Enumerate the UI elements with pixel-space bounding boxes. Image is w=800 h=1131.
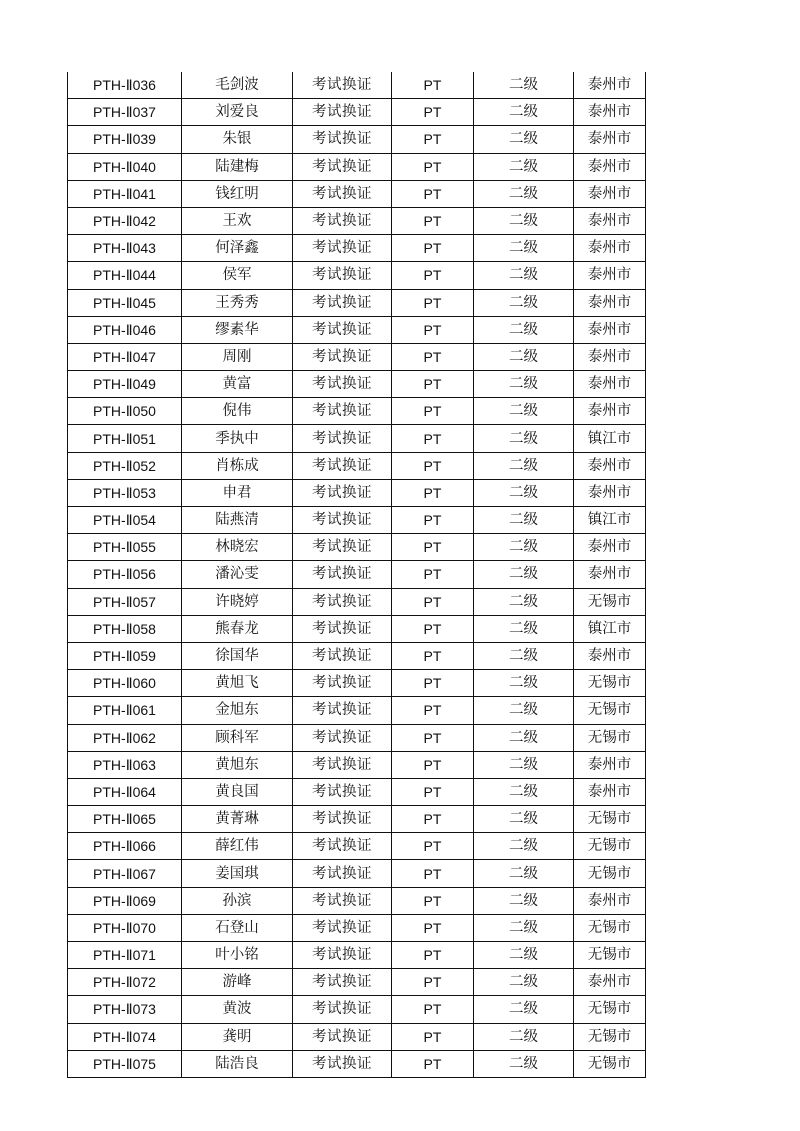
level-cell: 二级 <box>474 697 574 724</box>
level-cell: 二级 <box>474 588 574 615</box>
table-row <box>68 942 646 969</box>
table-row <box>68 398 646 425</box>
method-cell: 考试换证 <box>293 615 392 642</box>
level-cell: 二级 <box>474 289 574 316</box>
certificate-code-cell: PTH-Ⅱ056 <box>68 561 182 588</box>
certificate-code-cell: PTH-Ⅱ059 <box>68 642 182 669</box>
city-cell: 无锡市 <box>574 914 646 941</box>
level-cell: 二级 <box>474 262 574 289</box>
method-cell: 考试换证 <box>293 534 392 561</box>
table-row <box>68 1023 646 1050</box>
method-cell: 考试换证 <box>293 316 392 343</box>
certificate-code-cell: PTH-Ⅱ073 <box>68 996 182 1023</box>
table-row <box>68 425 646 452</box>
person-name-cell: 陆浩良 <box>182 1050 293 1077</box>
level-cell: 二级 <box>474 969 574 996</box>
method-cell: 考试换证 <box>293 452 392 479</box>
test-type-cell: PT <box>392 507 474 534</box>
certificate-code-cell: PTH-Ⅱ052 <box>68 452 182 479</box>
person-name-cell: 侯军 <box>182 262 293 289</box>
level-cell: 二级 <box>474 153 574 180</box>
person-name-cell: 许晓婷 <box>182 588 293 615</box>
person-name-cell: 金旭东 <box>182 697 293 724</box>
test-type-cell: PT <box>392 289 474 316</box>
person-name-cell: 孙滨 <box>182 887 293 914</box>
person-name-cell: 游峰 <box>182 969 293 996</box>
certificate-code-cell: PTH-Ⅱ060 <box>68 670 182 697</box>
certificate-code-cell: PTH-Ⅱ071 <box>68 942 182 969</box>
table-row <box>68 180 646 207</box>
level-cell: 二级 <box>474 670 574 697</box>
method-cell: 考试换证 <box>293 914 392 941</box>
test-type-cell: PT <box>392 207 474 234</box>
method-cell: 考试换证 <box>293 697 392 724</box>
test-type-cell: PT <box>392 126 474 153</box>
table-row <box>68 806 646 833</box>
city-cell: 无锡市 <box>574 670 646 697</box>
certificate-code-cell: PTH-Ⅱ042 <box>68 207 182 234</box>
certificate-code-cell: PTH-Ⅱ043 <box>68 235 182 262</box>
person-name-cell: 肖栋成 <box>182 452 293 479</box>
test-type-cell: PT <box>392 371 474 398</box>
city-cell: 泰州市 <box>574 561 646 588</box>
person-name-cell: 申君 <box>182 479 293 506</box>
city-cell: 泰州市 <box>574 180 646 207</box>
test-type-cell: PT <box>392 398 474 425</box>
level-cell: 二级 <box>474 778 574 805</box>
certificate-code-cell: PTH-Ⅱ074 <box>68 1023 182 1050</box>
person-name-cell: 刘爱良 <box>182 99 293 126</box>
method-cell: 考试换证 <box>293 751 392 778</box>
method-cell: 考试换证 <box>293 126 392 153</box>
certificate-code-cell: PTH-Ⅱ047 <box>68 343 182 370</box>
method-cell: 考试换证 <box>293 561 392 588</box>
level-cell: 二级 <box>474 914 574 941</box>
city-cell: 泰州市 <box>574 371 646 398</box>
certificate-code-cell: PTH-Ⅱ064 <box>68 778 182 805</box>
person-name-cell: 薛红伟 <box>182 833 293 860</box>
table-row <box>68 99 646 126</box>
city-cell: 无锡市 <box>574 942 646 969</box>
person-name-cell: 林晓宏 <box>182 534 293 561</box>
method-cell: 考试换证 <box>293 1023 392 1050</box>
method-cell: 考试换证 <box>293 507 392 534</box>
level-cell: 二级 <box>474 126 574 153</box>
table-row <box>68 724 646 751</box>
table-row <box>68 914 646 941</box>
person-name-cell: 黄波 <box>182 996 293 1023</box>
city-cell: 泰州市 <box>574 452 646 479</box>
test-type-cell: PT <box>392 615 474 642</box>
method-cell: 考试换证 <box>293 479 392 506</box>
person-name-cell: 缪素华 <box>182 316 293 343</box>
table-row <box>68 615 646 642</box>
method-cell: 考试换证 <box>293 72 392 99</box>
city-cell: 泰州市 <box>574 262 646 289</box>
level-cell: 二级 <box>474 887 574 914</box>
test-type-cell: PT <box>392 153 474 180</box>
level-cell: 二级 <box>474 615 574 642</box>
certificate-code-cell: PTH-Ⅱ039 <box>68 126 182 153</box>
method-cell: 考试换证 <box>293 942 392 969</box>
certificate-code-cell: PTH-Ⅱ058 <box>68 615 182 642</box>
certificate-code-cell: PTH-Ⅱ049 <box>68 371 182 398</box>
table-row <box>68 1050 646 1077</box>
certificate-code-cell: PTH-Ⅱ063 <box>68 751 182 778</box>
certificate-code-cell: PTH-Ⅱ070 <box>68 914 182 941</box>
method-cell: 考试换证 <box>293 289 392 316</box>
certificate-code-cell: PTH-Ⅱ062 <box>68 724 182 751</box>
certificate-table <box>67 72 646 1078</box>
level-cell: 二级 <box>474 507 574 534</box>
certificate-code-cell: PTH-Ⅱ051 <box>68 425 182 452</box>
test-type-cell: PT <box>392 1050 474 1077</box>
table-row <box>68 561 646 588</box>
test-type-cell: PT <box>392 72 474 99</box>
test-type-cell: PT <box>392 425 474 452</box>
test-type-cell: PT <box>392 262 474 289</box>
person-name-cell: 周刚 <box>182 343 293 370</box>
person-name-cell: 钱红明 <box>182 180 293 207</box>
test-type-cell: PT <box>392 778 474 805</box>
certificate-code-cell: PTH-Ⅱ053 <box>68 479 182 506</box>
table-row <box>68 235 646 262</box>
method-cell: 考试换证 <box>293 860 392 887</box>
level-cell: 二级 <box>474 479 574 506</box>
certificate-code-cell: PTH-Ⅱ037 <box>68 99 182 126</box>
table-row <box>68 479 646 506</box>
method-cell: 考试换证 <box>293 996 392 1023</box>
test-type-cell: PT <box>392 588 474 615</box>
person-name-cell: 黄旭东 <box>182 751 293 778</box>
level-cell: 二级 <box>474 561 574 588</box>
test-type-cell: PT <box>392 180 474 207</box>
table-row <box>68 860 646 887</box>
city-cell: 泰州市 <box>574 887 646 914</box>
table-row <box>68 207 646 234</box>
level-cell: 二级 <box>474 452 574 479</box>
method-cell: 考试换证 <box>293 99 392 126</box>
level-cell: 二级 <box>474 235 574 262</box>
test-type-cell: PT <box>392 452 474 479</box>
table-row <box>68 452 646 479</box>
certificate-code-cell: PTH-Ⅱ055 <box>68 534 182 561</box>
person-name-cell: 倪伟 <box>182 398 293 425</box>
city-cell: 镇江市 <box>574 425 646 452</box>
level-cell: 二级 <box>474 72 574 99</box>
table-row <box>68 670 646 697</box>
test-type-cell: PT <box>392 235 474 262</box>
city-cell: 泰州市 <box>574 479 646 506</box>
level-cell: 二级 <box>474 207 574 234</box>
person-name-cell: 黄旭飞 <box>182 670 293 697</box>
table-row <box>68 996 646 1023</box>
test-type-cell: PT <box>392 479 474 506</box>
level-cell: 二级 <box>474 806 574 833</box>
test-type-cell: PT <box>392 561 474 588</box>
test-type-cell: PT <box>392 670 474 697</box>
city-cell: 无锡市 <box>574 588 646 615</box>
test-type-cell: PT <box>392 724 474 751</box>
table-row <box>68 778 646 805</box>
table-row <box>68 316 646 343</box>
person-name-cell: 姜国琪 <box>182 860 293 887</box>
person-name-cell: 龚明 <box>182 1023 293 1050</box>
certificate-code-cell: PTH-Ⅱ061 <box>68 697 182 724</box>
certificate-code-cell: PTH-Ⅱ069 <box>68 887 182 914</box>
city-cell: 无锡市 <box>574 833 646 860</box>
certificate-code-cell: PTH-Ⅱ075 <box>68 1050 182 1077</box>
method-cell: 考试换证 <box>293 153 392 180</box>
test-type-cell: PT <box>392 942 474 969</box>
method-cell: 考试换证 <box>293 262 392 289</box>
person-name-cell: 季执中 <box>182 425 293 452</box>
city-cell: 泰州市 <box>574 235 646 262</box>
level-cell: 二级 <box>474 371 574 398</box>
test-type-cell: PT <box>392 969 474 996</box>
table-row <box>68 833 646 860</box>
person-name-cell: 徐国华 <box>182 642 293 669</box>
city-cell: 无锡市 <box>574 1050 646 1077</box>
table-row <box>68 642 646 669</box>
method-cell: 考试换证 <box>293 642 392 669</box>
city-cell: 泰州市 <box>574 153 646 180</box>
city-cell: 泰州市 <box>574 72 646 99</box>
method-cell: 考试换证 <box>293 235 392 262</box>
test-type-cell: PT <box>392 887 474 914</box>
level-cell: 二级 <box>474 833 574 860</box>
table-row <box>68 887 646 914</box>
city-cell: 泰州市 <box>574 751 646 778</box>
city-cell: 泰州市 <box>574 642 646 669</box>
level-cell: 二级 <box>474 425 574 452</box>
person-name-cell: 叶小铭 <box>182 942 293 969</box>
method-cell: 考试换证 <box>293 371 392 398</box>
method-cell: 考试换证 <box>293 833 392 860</box>
city-cell: 镇江市 <box>574 615 646 642</box>
table-row <box>68 697 646 724</box>
person-name-cell: 王秀秀 <box>182 289 293 316</box>
certificate-code-cell: PTH-Ⅱ036 <box>68 72 182 99</box>
level-cell: 二级 <box>474 996 574 1023</box>
test-type-cell: PT <box>392 833 474 860</box>
level-cell: 二级 <box>474 180 574 207</box>
method-cell: 考试换证 <box>293 969 392 996</box>
certificate-code-cell: PTH-Ⅱ050 <box>68 398 182 425</box>
certificate-code-cell: PTH-Ⅱ041 <box>68 180 182 207</box>
method-cell: 考试换证 <box>293 1050 392 1077</box>
test-type-cell: PT <box>392 534 474 561</box>
person-name-cell: 陆燕清 <box>182 507 293 534</box>
certificate-code-cell: PTH-Ⅱ045 <box>68 289 182 316</box>
level-cell: 二级 <box>474 1023 574 1050</box>
person-name-cell: 石登山 <box>182 914 293 941</box>
method-cell: 考试换证 <box>293 343 392 370</box>
table-row <box>68 588 646 615</box>
person-name-cell: 黄良国 <box>182 778 293 805</box>
table-row <box>68 153 646 180</box>
city-cell: 无锡市 <box>574 724 646 751</box>
person-name-cell: 熊春龙 <box>182 615 293 642</box>
certificate-code-cell: PTH-Ⅱ057 <box>68 588 182 615</box>
person-name-cell: 朱银 <box>182 126 293 153</box>
method-cell: 考试换证 <box>293 207 392 234</box>
method-cell: 考试换证 <box>293 724 392 751</box>
method-cell: 考试换证 <box>293 887 392 914</box>
city-cell: 泰州市 <box>574 343 646 370</box>
city-cell: 泰州市 <box>574 534 646 561</box>
level-cell: 二级 <box>474 1050 574 1077</box>
test-type-cell: PT <box>392 1023 474 1050</box>
table-row <box>68 262 646 289</box>
test-type-cell: PT <box>392 316 474 343</box>
person-name-cell: 黄菁琳 <box>182 806 293 833</box>
person-name-cell: 黄富 <box>182 371 293 398</box>
city-cell: 无锡市 <box>574 697 646 724</box>
certificate-code-cell: PTH-Ⅱ066 <box>68 833 182 860</box>
table-row <box>68 343 646 370</box>
city-cell: 无锡市 <box>574 860 646 887</box>
certificate-code-cell: PTH-Ⅱ065 <box>68 806 182 833</box>
test-type-cell: PT <box>392 343 474 370</box>
table-row <box>68 751 646 778</box>
method-cell: 考试换证 <box>293 425 392 452</box>
test-type-cell: PT <box>392 751 474 778</box>
certificate-code-cell: PTH-Ⅱ046 <box>68 316 182 343</box>
level-cell: 二级 <box>474 860 574 887</box>
table-row <box>68 969 646 996</box>
city-cell: 泰州市 <box>574 778 646 805</box>
city-cell: 泰州市 <box>574 316 646 343</box>
city-cell: 泰州市 <box>574 99 646 126</box>
level-cell: 二级 <box>474 343 574 370</box>
test-type-cell: PT <box>392 806 474 833</box>
test-type-cell: PT <box>392 99 474 126</box>
table-row <box>68 371 646 398</box>
person-name-cell: 潘沁雯 <box>182 561 293 588</box>
city-cell: 泰州市 <box>574 289 646 316</box>
table-row <box>68 126 646 153</box>
city-cell: 泰州市 <box>574 207 646 234</box>
test-type-cell: PT <box>392 996 474 1023</box>
certificate-code-cell: PTH-Ⅱ067 <box>68 860 182 887</box>
city-cell: 镇江市 <box>574 507 646 534</box>
level-cell: 二级 <box>474 398 574 425</box>
certificate-code-cell: PTH-Ⅱ044 <box>68 262 182 289</box>
method-cell: 考试换证 <box>293 398 392 425</box>
city-cell: 泰州市 <box>574 126 646 153</box>
method-cell: 考试换证 <box>293 670 392 697</box>
level-cell: 二级 <box>474 99 574 126</box>
city-cell: 泰州市 <box>574 398 646 425</box>
test-type-cell: PT <box>392 860 474 887</box>
test-type-cell: PT <box>392 642 474 669</box>
certificate-code-cell: PTH-Ⅱ054 <box>68 507 182 534</box>
test-type-cell: PT <box>392 914 474 941</box>
person-name-cell: 毛剑波 <box>182 72 293 99</box>
city-cell: 无锡市 <box>574 806 646 833</box>
level-cell: 二级 <box>474 942 574 969</box>
method-cell: 考试换证 <box>293 180 392 207</box>
person-name-cell: 顾科军 <box>182 724 293 751</box>
table-row <box>68 534 646 561</box>
table-row <box>68 507 646 534</box>
certificate-table-body <box>68 72 646 1077</box>
level-cell: 二级 <box>474 534 574 561</box>
certificate-code-cell: PTH-Ⅱ072 <box>68 969 182 996</box>
city-cell: 泰州市 <box>574 969 646 996</box>
city-cell: 无锡市 <box>574 1023 646 1050</box>
person-name-cell: 王欢 <box>182 207 293 234</box>
person-name-cell: 何泽鑫 <box>182 235 293 262</box>
test-type-cell: PT <box>392 697 474 724</box>
certificate-code-cell: PTH-Ⅱ040 <box>68 153 182 180</box>
method-cell: 考试换证 <box>293 588 392 615</box>
level-cell: 二级 <box>474 316 574 343</box>
method-cell: 考试换证 <box>293 806 392 833</box>
table-row <box>68 289 646 316</box>
level-cell: 二级 <box>474 642 574 669</box>
city-cell: 无锡市 <box>574 996 646 1023</box>
method-cell: 考试换证 <box>293 778 392 805</box>
person-name-cell: 陆建梅 <box>182 153 293 180</box>
table-row <box>68 72 646 99</box>
level-cell: 二级 <box>474 724 574 751</box>
level-cell: 二级 <box>474 751 574 778</box>
